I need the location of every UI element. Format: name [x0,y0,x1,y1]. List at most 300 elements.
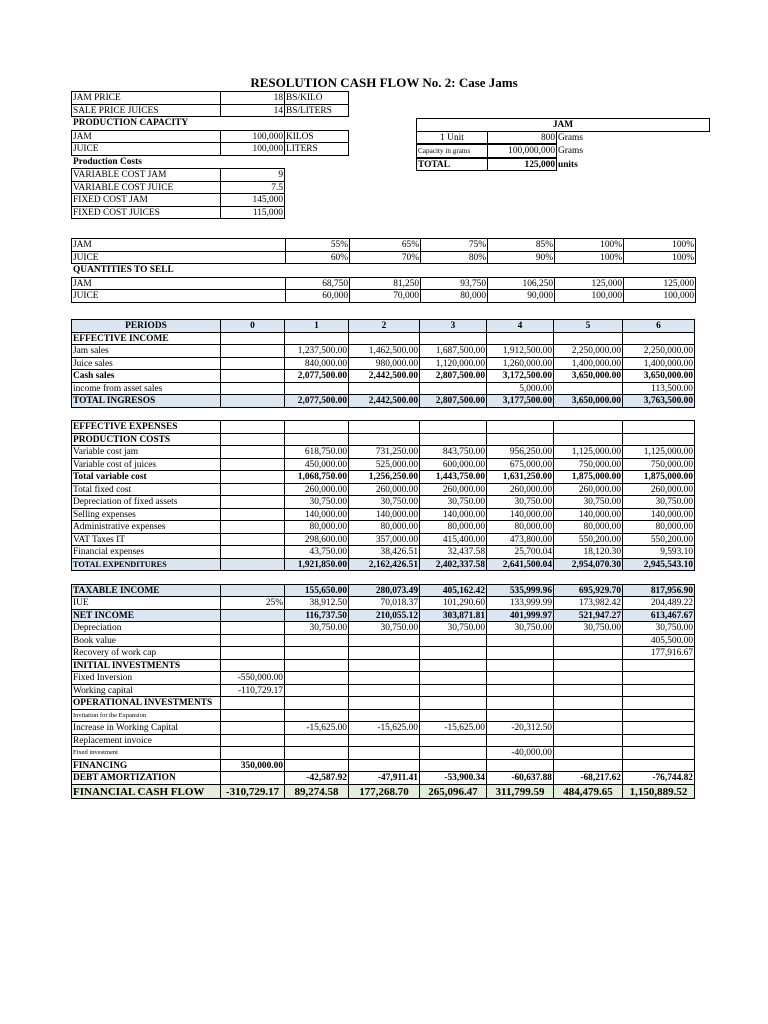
row-value: -60,637.88 [486,771,554,785]
capacity-header-row [72,117,349,131]
row-value: 260,000.00 [553,483,623,497]
capacity-label: JUICE [71,142,221,156]
row-label: PRODUCTION COSTS [71,433,221,447]
row-value [284,634,349,648]
row-value: 85% [487,238,555,252]
row-label: Financial expenses [71,545,221,559]
cost-label: VARIABLE COST JAM [71,168,221,182]
row-value: 3,177,500.00 [486,394,554,408]
row-value: 3,172,500.00 [486,369,554,383]
row-value [486,433,554,447]
row-value: 140,000.00 [419,508,487,522]
row-value [220,609,285,623]
period-number: 5 [553,319,623,333]
row-value: 1,631,250.00 [486,470,554,484]
row-value: 613,467.67 [622,609,695,623]
cost-label: VARIABLE COST JUICE [71,181,221,195]
row-value [284,696,349,710]
row-label: OPERATIONAL INVESTMENTS [71,696,221,710]
row-value: 1,400,000.00 [553,357,623,371]
row-value: 401,999.97 [486,609,554,623]
row-value: 260,000.00 [348,483,420,497]
row-value [284,420,349,434]
row-value: 80,000.00 [553,520,623,534]
row-value: 113,500.00 [622,382,695,396]
row-value: -47,911.41 [348,771,420,785]
percent-row [72,252,696,265]
row-value [486,671,554,685]
cash-flow-value: 484,479.65 [553,784,623,799]
row-value [419,734,487,748]
row-value: 2,442,500.00 [348,394,420,408]
row-label: Increase in Working Capital [71,721,221,735]
row-value [220,520,285,534]
price-value: 14 [220,104,285,118]
row-value [419,709,487,723]
row-value: 350,000.00 [220,759,285,773]
price-label: JAM PRICE [71,91,221,105]
row-value [220,344,285,358]
row-value: 1,912,500.00 [486,344,554,358]
row-value: -76,744.82 [622,771,695,785]
price-row [72,105,349,118]
row-value: 260,000.00 [419,483,487,497]
quantities-header: QUANTITIES TO SELL [73,265,174,275]
row-value [553,684,623,698]
page-title: RESOLUTION CASH FLOW No. 2: Case Jams [250,75,518,90]
row-value [553,433,623,447]
row-value: 30,750.00 [284,495,349,509]
sales-percentage-table [72,239,696,303]
row-value: 30,750.00 [419,495,487,509]
row-value [486,332,554,346]
row-value: 303,871.81 [419,609,487,623]
row-value [220,659,285,673]
row-value [553,332,623,346]
row-value [284,659,349,673]
row-value: 100,000 [623,289,696,303]
row-value [220,696,285,710]
row-value [348,709,420,723]
row-label: Selling expenses [71,508,221,522]
row-value: 100% [623,251,696,265]
row-value: 260,000.00 [284,483,349,497]
row-value: 100% [554,238,624,252]
row-value [419,634,487,648]
cost-value: 9 [220,168,285,182]
row-value [348,332,420,346]
row-value: 30,750.00 [553,495,623,509]
row-value [220,721,285,735]
row-value [622,659,695,673]
row-spacer [72,571,695,585]
capacity-label: JAM [71,130,221,144]
row-value: 525,000.00 [348,458,420,472]
row-value: 2,402,337.58 [419,558,487,572]
row-value: 60% [285,251,350,265]
cost-value: 7.5 [220,181,285,195]
row-value [220,458,285,472]
row-value [622,734,695,748]
quantities-header-row [72,264,696,278]
row-value [553,420,623,434]
row-value: 2,641,500.04 [486,558,554,572]
row-value [419,646,487,660]
row-value [220,634,285,648]
row-value: 80,000.00 [622,520,695,534]
row-value [284,709,349,723]
row-label: Book value [71,634,221,648]
row-value: 2,250,000.00 [553,344,623,358]
row-value: 1,462,500.00 [348,344,420,358]
row-value: 2,077,500.00 [284,394,349,408]
row-label: TOTAL EXPENDITURES [71,558,221,572]
row-value [622,696,695,710]
row-value: 155,650.00 [284,584,349,598]
row-value: 140,000.00 [284,508,349,522]
row-value: 25% [220,596,285,610]
row-value: 2,162,426.51 [348,558,420,572]
row-value: 843,750.00 [419,445,487,459]
jam-box-label: Capacity in grams [416,144,488,158]
row-value: 5,000.00 [486,382,554,396]
jam-box-row [417,132,711,146]
jam-box-label: 1 Unit [416,131,488,145]
row-value: 1,260,000.00 [486,357,554,371]
row-value [622,759,695,773]
row-value: 550,200.00 [622,533,695,547]
row-label: Working capital [71,684,221,698]
row-value [284,332,349,346]
row-value: 260,000.00 [486,483,554,497]
row-value: -68,217.62 [553,771,623,785]
row-value [220,332,285,346]
row-value [553,659,623,673]
row-value: 116,737.50 [284,609,349,623]
row-value: 100,000 [554,289,624,303]
row-value: 32,437.58 [419,545,487,559]
row-value [284,746,349,760]
row-value: 60,000 [285,289,350,303]
row-value: 140,000.00 [622,508,695,522]
row-value: 357,000.00 [348,533,420,547]
row-value: 70,018.37 [348,596,420,610]
cost-row [72,207,349,220]
row-value: 280,073.49 [348,584,420,598]
price-unit: BS/KILO [284,91,349,105]
jam-box-value: 125,000 [487,158,557,172]
capacity-value: 100,000 [220,142,285,156]
row-value [348,659,420,673]
row-spacer [72,408,695,422]
jam-box-value: 800 [487,131,557,145]
row-value: 38,912.50 [284,596,349,610]
row-label: Replacement invoice [71,734,221,748]
row-value [622,671,695,685]
row-value: 695,929.70 [553,584,623,598]
row-label: EFFECTIVE EXPENSES [71,420,221,434]
income-row [72,395,695,408]
row-value: 521,947.27 [553,609,623,623]
row-value [220,369,285,383]
price-capacity-table [72,92,349,219]
row-value: 3,763,500.00 [622,394,695,408]
row-label: Juice sales [71,357,221,371]
cash-flow-value: 89,274.58 [284,784,349,799]
row-value [419,759,487,773]
row-value [284,433,349,447]
row-value: 80,000.00 [348,520,420,534]
costs-header: Production Costs [73,156,142,167]
row-label: Total fixed cost [71,483,221,497]
row-value [553,709,623,723]
row-label: Invitation for the Expansion [71,709,221,723]
jam-box-row [417,145,711,159]
row-value [622,709,695,723]
row-value: 750,000.00 [553,458,623,472]
row-value: 750,000.00 [622,458,695,472]
row-value [348,696,420,710]
row-label: Total variable cost [71,470,221,484]
row-value: 30,750.00 [486,621,554,635]
row-value [553,759,623,773]
row-value [486,734,554,748]
row-value [419,671,487,685]
row-value [486,759,554,773]
row-value [348,646,420,660]
jam-box-unit: Grams [558,132,583,143]
row-value [622,746,695,760]
row-value: 1,256,250.00 [348,470,420,484]
row-value: 177,916.67 [622,646,695,660]
row-value [486,696,554,710]
row-value: 30,750.00 [553,621,623,635]
row-value [284,646,349,660]
row-value: -42,587.92 [284,771,349,785]
row-value: 675,000.00 [486,458,554,472]
row-value [486,659,554,673]
row-value: 2,077,500.00 [284,369,349,383]
row-value: 405,500.00 [622,634,695,648]
cash-flow-value: 265,096.47 [419,784,487,799]
row-label: TAXABLE INCOME [71,584,221,598]
row-value: 75% [420,238,488,252]
row-value: 840,000.00 [284,357,349,371]
row-value: -15,625.00 [284,721,349,735]
row-value: 2,807,500.00 [419,394,487,408]
cash-flow-value: 311,799.59 [486,784,554,799]
row-value: 68,750 [285,277,350,291]
row-value [486,646,554,660]
row-value [220,533,285,547]
row-value [220,357,285,371]
row-value: 140,000.00 [348,508,420,522]
row-value [419,684,487,698]
row-value [348,671,420,685]
row-value: 980,000.00 [348,357,420,371]
row-value: 101,290.60 [419,596,487,610]
row-value: 731,250.00 [348,445,420,459]
row-label: Depreciation [71,621,221,635]
row-label: Recovery of work cap [71,646,221,660]
cash-flow-table [72,320,695,799]
row-value: 173,982.42 [553,596,623,610]
row-value: -40,000.00 [486,746,554,760]
period-number: 6 [622,319,695,333]
capacity-unit: KILOS [284,130,349,144]
row-value: 3,650,000.00 [553,394,623,408]
row-value [220,470,285,484]
row-value [348,684,420,698]
jam-capacity-box [417,119,711,172]
row-value [419,332,487,346]
row-value: 204,489.22 [622,596,695,610]
row-value: 100% [623,238,696,252]
row-value [622,420,695,434]
cash-flow-label: FINANCIAL CASH FLOW [71,784,221,799]
row-value [348,734,420,748]
row-value: 80,000.00 [486,520,554,534]
row-label: DEBT AMORTIZATION [71,771,221,785]
jam-box-row [417,159,711,173]
row-value [622,433,695,447]
row-label: Cash sales [71,369,221,383]
row-value: 2,807,500.00 [419,369,487,383]
row-value [220,445,285,459]
row-value [348,746,420,760]
row-value [486,684,554,698]
row-value: 125,000 [554,277,624,291]
row-value [220,433,285,447]
row-value [622,684,695,698]
row-value [220,709,285,723]
cash-flow-value: -310,729.17 [220,784,285,799]
row-value [419,746,487,760]
row-value: 618,750.00 [284,445,349,459]
row-value [220,646,285,660]
row-label: Administrative expenses [71,520,221,534]
row-value [220,771,285,785]
period-number: 3 [419,319,487,333]
row-value: 80,000.00 [419,520,487,534]
row-value: 2,250,000.00 [622,344,695,358]
row-value: 90% [487,251,555,265]
row-value [622,332,695,346]
row-value [348,382,420,396]
row-value: 140,000.00 [486,508,554,522]
row-value: 260,000.00 [622,483,695,497]
row-value: 30,750.00 [284,621,349,635]
row-value: -15,625.00 [348,721,420,735]
row-value: 140,000.00 [553,508,623,522]
row-value: 298,600.00 [284,533,349,547]
financial-cash-flow-row [72,785,695,799]
row-value: 1,687,500.00 [419,344,487,358]
row-value: 18,120.30 [553,545,623,559]
row-value [553,721,623,735]
row-value: 106,250 [487,277,555,291]
row-value: 125,000 [623,277,696,291]
row-value: 600,000.00 [419,458,487,472]
row-value [220,394,285,408]
row-value [553,634,623,648]
row-value: -110,729.17 [220,684,285,698]
row-label: Jam sales [71,344,221,358]
row-value [486,420,554,434]
row-value [622,721,695,735]
row-label: EFFECTIVE INCOME [71,332,221,346]
row-value: 81,250 [349,277,421,291]
row-label: JUICE [71,251,286,265]
row-value [220,545,285,559]
row-value: 1,125,000.00 [622,445,695,459]
row-value [486,634,554,648]
row-value [220,584,285,598]
cash-flow-value: 1,150,889.52 [622,784,695,799]
row-value [220,508,285,522]
row-value: 70% [349,251,421,265]
row-value: 100% [554,251,624,265]
row-label: TOTAL INGRESOS [71,394,221,408]
row-label: INITIAL INVESTMENTS [71,659,221,673]
price-value: 18 [220,91,285,105]
jam-box-value: 100,000,000 [487,144,557,158]
period-number: 1 [284,319,349,333]
row-value [419,433,487,447]
row-value: 2,945,543.10 [622,558,695,572]
row-value [348,759,420,773]
cost-value: 145,000 [220,193,285,207]
row-value [220,558,285,572]
capacity-unit: LITERS [284,142,349,156]
row-value [220,382,285,396]
row-value: 80,000.00 [284,520,349,534]
capacity-row [72,143,349,156]
row-value: 43,750.00 [284,545,349,559]
row-value [220,621,285,635]
row-value: 30,750.00 [486,495,554,509]
price-unit: BS/LITERS [284,104,349,118]
row-value [553,382,623,396]
row-value [419,382,487,396]
row-label: JAM [71,277,286,291]
capacity-header: PRODUCTION CAPACITY [73,118,189,128]
row-value: 2,442,500.00 [348,369,420,383]
row-value: 1,443,750.00 [419,470,487,484]
row-value [220,746,285,760]
row-value: 817,956.90 [622,584,695,598]
periods-header: PERIODS [71,319,221,333]
row-label: income from asset sales [71,382,221,396]
row-value: 1,875,000.00 [553,470,623,484]
row-value [284,759,349,773]
row-value [348,634,420,648]
row-value: 405,162.42 [419,584,487,598]
row-value: 30,750.00 [419,621,487,635]
row-value: 450,000.00 [284,458,349,472]
row-value [220,734,285,748]
jam-box-header: JAM [416,118,710,132]
row-value: -20,312.50 [486,721,554,735]
row-value: 550,200.00 [553,533,623,547]
row-value: 93,750 [420,277,488,291]
cost-label: FIXED COST JUICES [71,206,221,220]
row-value: 1,120,000.00 [419,357,487,371]
row-value [486,709,554,723]
costs-header-row [72,156,349,170]
row-label: Fixed Inversion [71,671,221,685]
row-label: FINANCING [71,759,221,773]
